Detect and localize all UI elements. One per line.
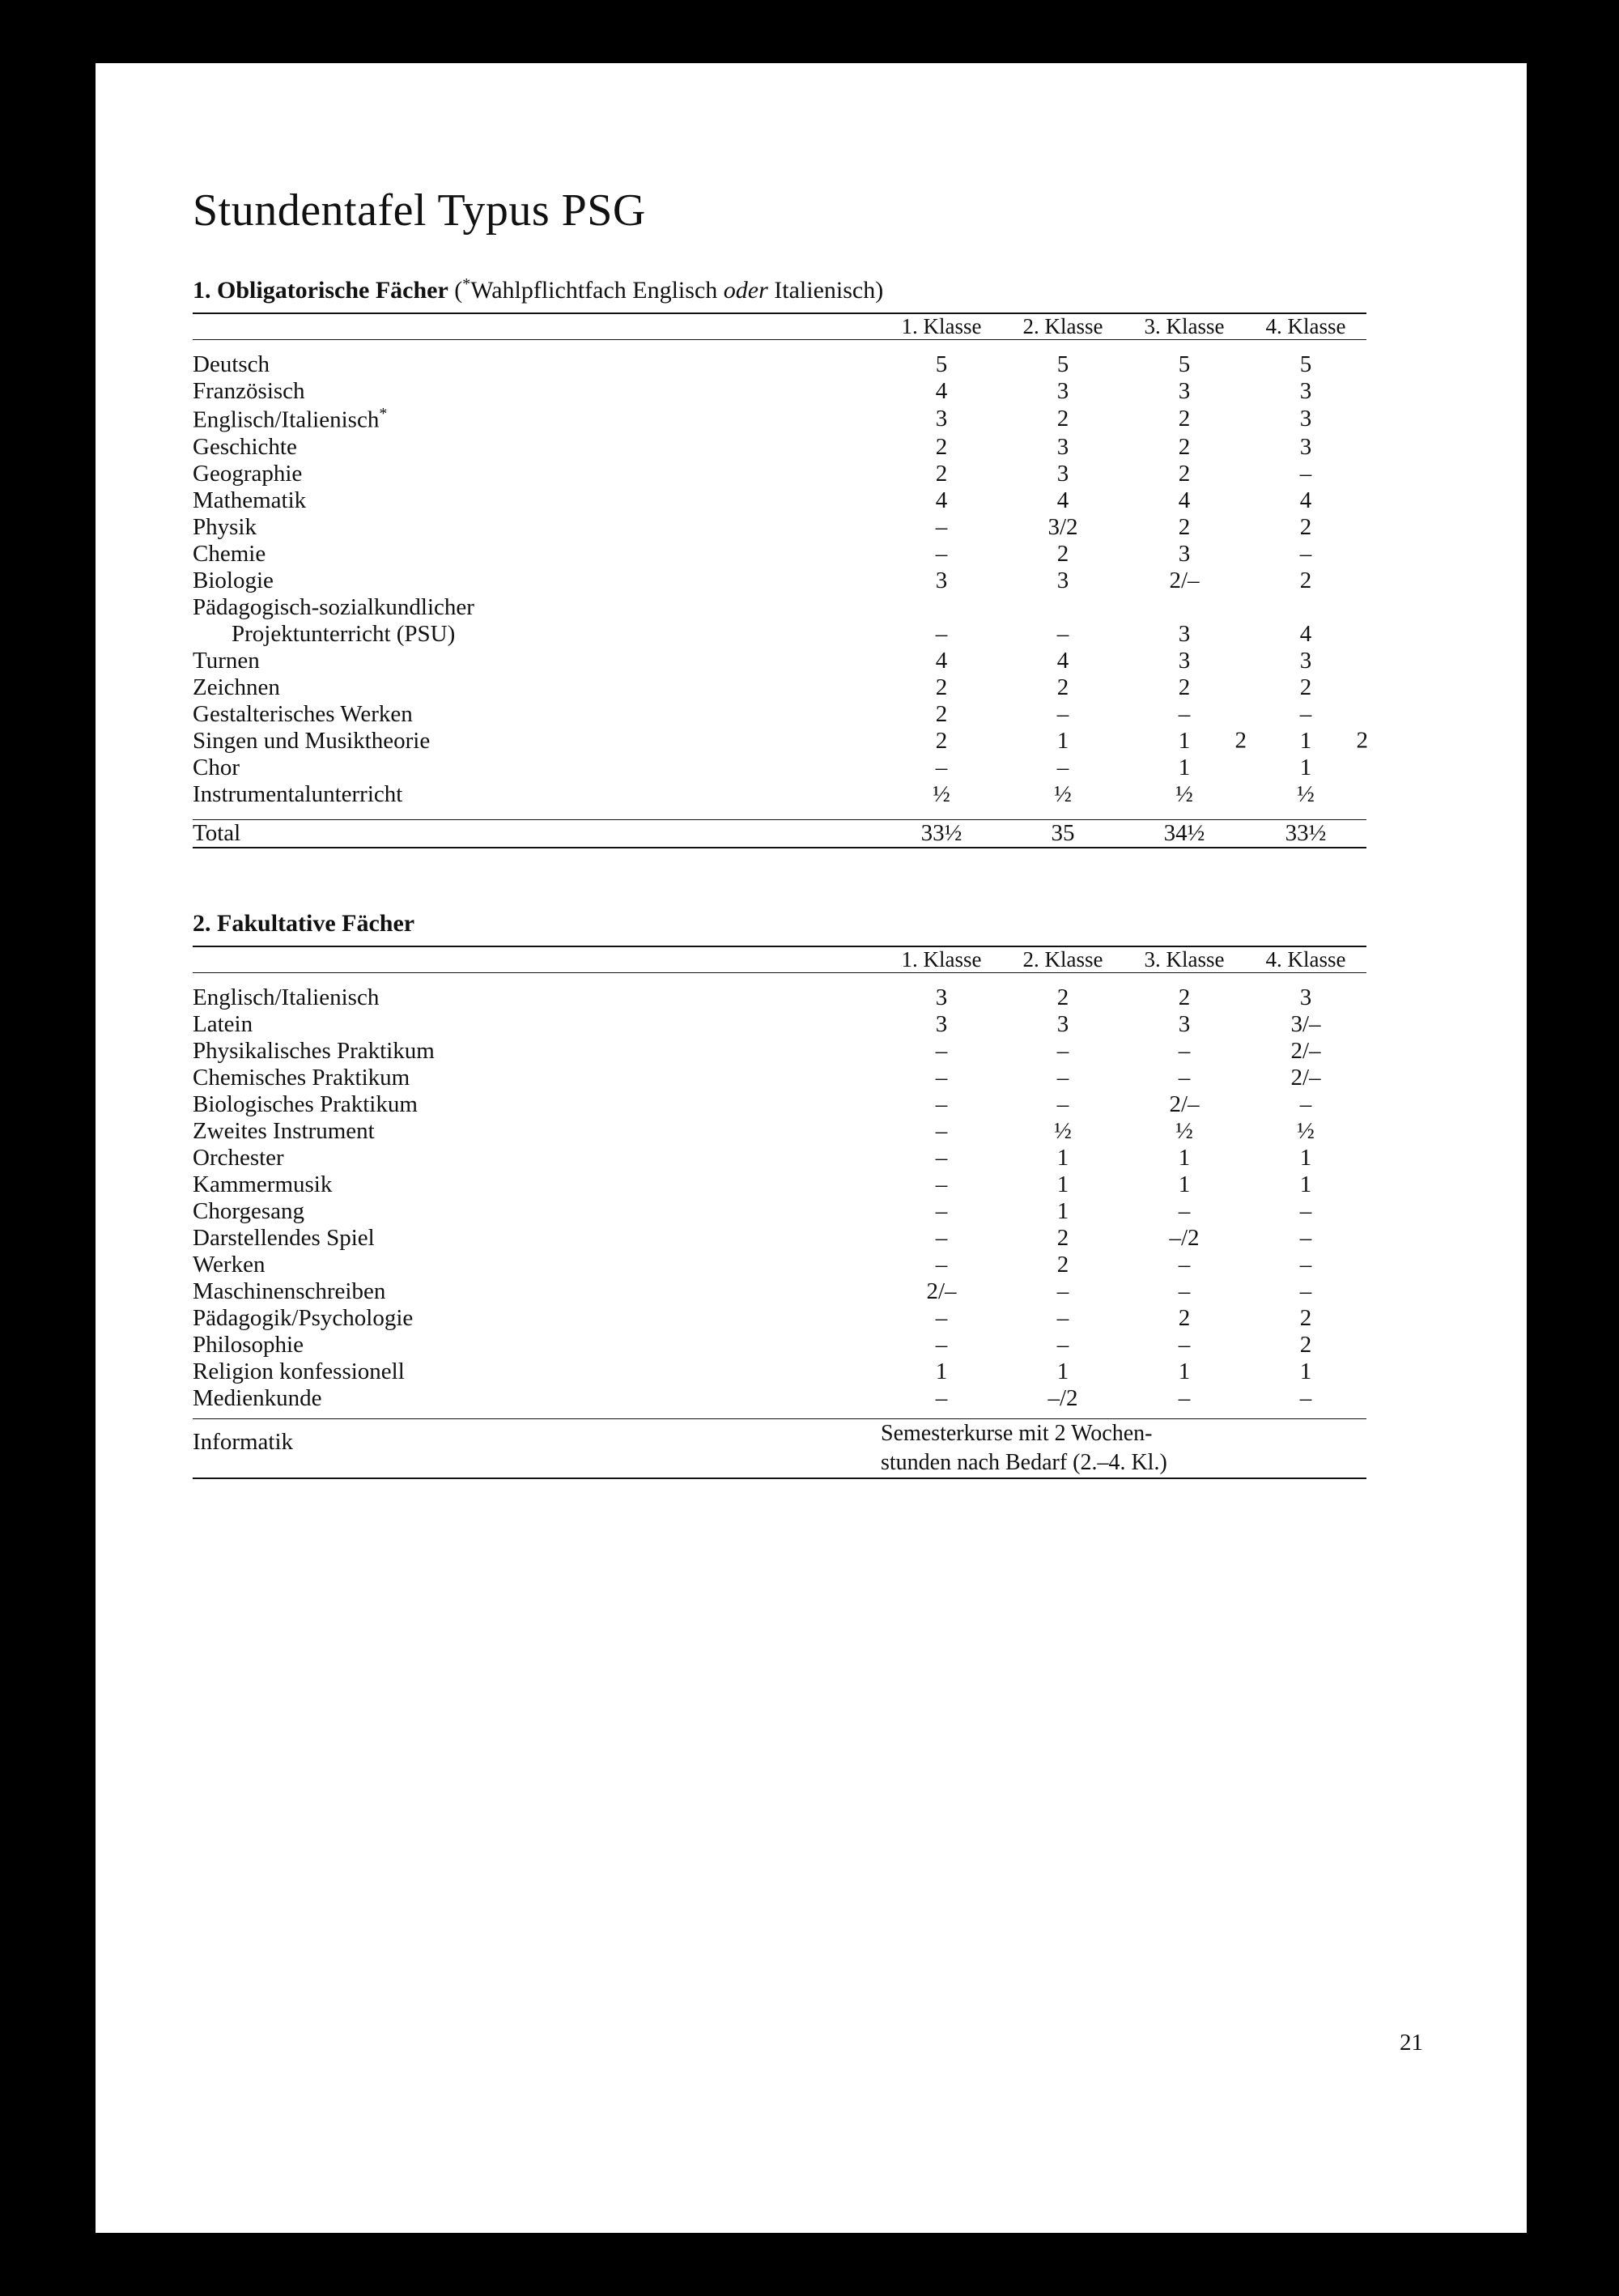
row-subject: Kammermusik: [193, 1171, 333, 1197]
row-value-k3: 2: [1178, 984, 1191, 1010]
table-row: [193, 514, 1366, 541]
brace-total-k4: 2: [1356, 727, 1368, 754]
row-value-k4: –: [1299, 1251, 1312, 1278]
row-value-k2: 1: [1056, 727, 1069, 754]
row-value-k1: 2: [935, 460, 948, 487]
row-subject: Geschichte: [193, 433, 297, 460]
row-value-k3: 3: [1178, 647, 1191, 674]
table-row: [193, 1171, 1366, 1198]
row-value-k2: –: [1056, 700, 1069, 727]
table-row: [193, 405, 1366, 434]
row-subject: Pädagogisch-sozialkundlicher: [193, 593, 474, 620]
row-subject: Turnen: [193, 647, 260, 674]
table-row: [193, 1038, 1366, 1065]
asterisk-icon: *: [462, 275, 471, 293]
row-value-k4: –: [1299, 1384, 1312, 1411]
row-value-k3: 3: [1178, 620, 1191, 647]
row-value-k3: 2: [1178, 1304, 1191, 1331]
section-1-heading: [193, 275, 1455, 304]
row-subject: Chemisches Praktikum: [193, 1064, 410, 1091]
table-row: [193, 568, 1366, 594]
row-value-k1: ½: [933, 780, 950, 807]
row-subject: Maschinenschreiben: [193, 1278, 386, 1304]
row-value-k3: 5: [1178, 351, 1191, 377]
row-value-k4: 3: [1299, 984, 1312, 1010]
row-value-k3: 1: [1178, 1358, 1191, 1384]
row-value-k4: 2/–: [1290, 1037, 1321, 1064]
table-row: [193, 541, 1366, 568]
section-1-number: 1.: [193, 277, 211, 304]
row-value-k3: 3: [1178, 540, 1191, 567]
row-value-k2: –: [1056, 620, 1069, 647]
table-spacer: [193, 973, 1366, 984]
table-spacer: [193, 1412, 1366, 1419]
column-header-subject: [193, 314, 881, 340]
column-header-klasse-4: 4. Klasse: [1265, 946, 1346, 972]
row-value-k2: 4: [1056, 487, 1069, 513]
row-value-k2: –/2: [1047, 1384, 1078, 1411]
row-subject: Deutsch: [193, 351, 270, 377]
table-total-row: [193, 820, 1366, 848]
row-value-k4: 3: [1299, 433, 1312, 460]
row-value-k4: 5: [1299, 351, 1312, 377]
total-value-k3: 34½: [1163, 819, 1205, 846]
row-value-k1: –: [935, 1037, 948, 1064]
table-row: [193, 1385, 1366, 1412]
total-value-k2: 35: [1051, 819, 1075, 846]
row-value-k1: 3: [935, 406, 948, 432]
table-row: [193, 351, 1366, 378]
row-value-k2: –: [1056, 1037, 1069, 1064]
row-value-k4: 3/–: [1290, 1010, 1321, 1037]
asterisk-icon: *: [379, 405, 388, 423]
row-subject: Biologie: [193, 567, 274, 593]
row-value-k2: ½: [1054, 780, 1072, 807]
section-1-note-italic: oder: [723, 277, 768, 304]
section-2-heading: [193, 910, 1455, 938]
section-1-title: Obligatorische Fächer: [217, 277, 448, 304]
table-row: [193, 674, 1366, 701]
row-value-k3: ½: [1175, 1117, 1193, 1144]
row-subject: Zweites Instrument: [193, 1117, 375, 1144]
column-header-klasse-1: 1. Klasse: [901, 314, 982, 338]
row-value-k1: 3: [935, 1010, 948, 1037]
row-value-k2: 5: [1056, 351, 1069, 377]
row-value-k2: 2: [1056, 540, 1069, 567]
row-value-k3: 2: [1178, 433, 1191, 460]
row-value-k3-text: 1: [1178, 727, 1191, 754]
row-value-k1: [881, 594, 1002, 621]
section-1-note-a: Wahlpflichtfach Englisch: [470, 277, 724, 304]
row-value-k1: 2: [935, 700, 948, 727]
row-subject: [193, 405, 881, 434]
row-value-k1: –: [935, 1331, 948, 1358]
table-footer-row: [193, 1419, 1366, 1479]
total-value-k4: 33½: [1285, 819, 1327, 846]
row-subject: Gestalterisches Werken: [193, 700, 413, 727]
row-value-k3: 2: [1178, 460, 1191, 487]
row-value-k2: 3: [1056, 460, 1069, 487]
row-value-k2: –: [1056, 1304, 1069, 1331]
row-value-k3: –: [1178, 1251, 1191, 1278]
column-header-subject: [193, 947, 881, 973]
row-value-k4: 1: [1299, 1358, 1312, 1384]
row-subject: Projektunterricht (PSU): [232, 620, 456, 647]
row-subject: Chemie: [193, 540, 266, 567]
row-value-k3: [1124, 594, 1245, 621]
row-subject: Physikalisches Praktikum: [193, 1037, 435, 1064]
row-value-k3: –/2: [1169, 1224, 1200, 1251]
row-value-k4: 4: [1299, 487, 1312, 513]
row-value-k1: –: [935, 1197, 948, 1224]
row-subject: Religion konfessionell: [193, 1358, 405, 1384]
elective-subjects-table: [193, 946, 1366, 1480]
row-subject: Pädagogik/Psychologie: [193, 1304, 414, 1331]
table-row: [193, 1358, 1366, 1385]
table-row: [193, 434, 1366, 461]
row-value-k2: 1: [1056, 1358, 1069, 1384]
row-value-k4: 2: [1299, 1331, 1312, 1358]
row-value-k4: ½: [1297, 1117, 1315, 1144]
row-value-k3: –: [1178, 700, 1191, 727]
row-value-k4: –: [1299, 1091, 1312, 1117]
row-subject: Medienkunde: [193, 1384, 322, 1411]
row-value-k1: –: [935, 1304, 948, 1331]
table-row: [193, 1332, 1366, 1358]
table-row: [193, 1118, 1366, 1145]
row-value-k1: –: [935, 620, 948, 647]
row-value-k3: 2: [1178, 513, 1191, 540]
table-row: [193, 1305, 1366, 1332]
row-value-k1: –: [935, 1144, 948, 1171]
row-subject: Französisch: [193, 378, 305, 404]
row-subject-text: Englisch/Italienisch: [193, 406, 380, 433]
total-label: Total: [193, 819, 241, 846]
row-value-k2: 2: [1056, 406, 1069, 432]
total-value-k1: 33½: [920, 819, 962, 846]
section-1-note-open: (: [454, 277, 463, 304]
row-value-k1: –: [935, 1251, 948, 1278]
column-header-klasse-3: 3. Klasse: [1144, 314, 1225, 338]
page-number: 21: [1400, 2030, 1423, 2056]
footer-label: Informatik: [193, 1428, 294, 1455]
section-2-number: 2.: [193, 909, 211, 937]
table-header-row: [193, 314, 1366, 340]
row-value-k1: 5: [935, 351, 948, 377]
row-subject: Biologisches Praktikum: [193, 1091, 418, 1117]
table-row: [193, 1091, 1366, 1118]
column-header-klasse-3: 3. Klasse: [1144, 946, 1225, 972]
footer-note-line-2: stunden nach Bedarf (2.–4. Kl.): [881, 1450, 1167, 1476]
column-header-klasse-4: 4. Klasse: [1265, 314, 1346, 338]
row-value-k1: 2/–: [926, 1278, 957, 1304]
table-header-row: [193, 947, 1366, 973]
row-subject: Mathematik: [193, 487, 307, 513]
row-value-k2: 3: [1056, 433, 1069, 460]
row-subject: Darstellendes Spiel: [193, 1224, 375, 1251]
row-subject: Chor: [193, 754, 240, 780]
row-value-k3: 2: [1178, 674, 1191, 700]
row-value-k3: 1: [1178, 754, 1191, 780]
footer-note: [881, 1419, 1366, 1479]
table-row: [193, 621, 1366, 648]
row-value-k1: –: [935, 540, 948, 567]
row-value-k4: 2: [1299, 513, 1312, 540]
row-value-k4: –: [1299, 1224, 1312, 1251]
row-value-k2: –: [1056, 1278, 1069, 1304]
section-1-note-b: Italienisch): [767, 277, 884, 304]
row-value-k1: –: [935, 1117, 948, 1144]
table-spacer: [193, 340, 1366, 351]
table-row: [193, 984, 1366, 1011]
footer-note-line-1: Semesterkurse mit 2 Wochen-: [881, 1420, 1153, 1446]
row-subject: Englisch/Italienisch: [193, 984, 380, 1010]
row-value-k1: –: [935, 1384, 948, 1411]
table-row: [193, 1011, 1366, 1038]
table-row: [193, 1198, 1366, 1225]
row-value-k1: –: [935, 1064, 948, 1091]
column-header-klasse-2: 2. Klasse: [1022, 314, 1103, 338]
row-value-k2: –: [1056, 1091, 1069, 1117]
row-value-k3: 3: [1178, 1010, 1191, 1037]
table-row: [193, 1225, 1366, 1252]
column-header-klasse-1: 1. Klasse: [901, 946, 982, 972]
row-subject: Zeichnen: [193, 674, 280, 700]
row-value-k1: 2: [935, 674, 948, 700]
row-value-k3: [1124, 728, 1245, 755]
row-value-k1: 2: [935, 433, 948, 460]
row-value-k2: 2: [1056, 984, 1069, 1010]
row-value-k4: 3: [1299, 406, 1312, 432]
row-value-k4: 1: [1299, 1144, 1312, 1171]
row-value-k4: 2: [1299, 674, 1312, 700]
column-header-klasse-2: 2. Klasse: [1022, 946, 1103, 972]
row-value-k4: ½: [1297, 780, 1315, 807]
row-value-k4: [1245, 594, 1366, 621]
table-row: [193, 461, 1366, 487]
row-subject: Chorgesang: [193, 1197, 305, 1224]
row-value-k1: –: [935, 1171, 948, 1197]
row-value-k2: 3: [1056, 567, 1069, 593]
row-value-k2: [1002, 594, 1124, 621]
row-value-k1: 1: [935, 1358, 948, 1384]
row-value-k4: [1245, 728, 1366, 755]
row-value-k4: 4: [1299, 620, 1312, 647]
table-row: [193, 1145, 1366, 1171]
row-value-k2: 3/2: [1047, 513, 1078, 540]
row-value-k2: 3: [1056, 1010, 1069, 1037]
row-value-k3: 1: [1178, 1144, 1191, 1171]
row-subject: Physik: [193, 513, 257, 540]
row-value-k4: –: [1299, 700, 1312, 727]
row-value-k1: 3: [935, 984, 948, 1010]
row-value-k3: 4: [1178, 487, 1191, 513]
row-value-k4: 3: [1299, 647, 1312, 674]
row-value-k1: –: [935, 754, 948, 780]
row-value-k4: 1: [1299, 1171, 1312, 1197]
row-value-k1: –: [935, 1091, 948, 1117]
row-subject: Singen und Musiktheorie: [193, 727, 431, 754]
row-value-k3: –: [1178, 1037, 1191, 1064]
table-row: [193, 487, 1366, 514]
row-value-k2: –: [1056, 1064, 1069, 1091]
row-value-k2: 1: [1056, 1197, 1069, 1224]
row-subject: Geographie: [193, 460, 303, 487]
row-value-k2: 3: [1056, 378, 1069, 404]
row-value-k3: –: [1178, 1331, 1191, 1358]
row-value-k4: 3: [1299, 378, 1312, 404]
table-row: [193, 378, 1366, 405]
row-value-k2: 2: [1056, 1224, 1069, 1251]
table-row: [193, 728, 1366, 755]
row-value-k1: 4: [935, 647, 948, 674]
page-content: [168, 185, 1455, 1479]
row-value-k4: –: [1299, 1278, 1312, 1304]
row-value-k4: –: [1299, 460, 1312, 487]
row-subject: Instrumentalunterricht: [193, 780, 403, 807]
row-subject: Werken: [193, 1251, 266, 1278]
row-value-k2: 2: [1056, 1251, 1069, 1278]
row-value-k1: 2: [935, 727, 948, 754]
row-value-k1: –: [935, 1224, 948, 1251]
row-value-k2: –: [1056, 1331, 1069, 1358]
table-spacer: [193, 808, 1366, 820]
row-value-k2: ½: [1054, 1117, 1072, 1144]
section-2-title: Fakultative Fächer: [217, 909, 415, 937]
table-row: [193, 648, 1366, 674]
row-value-k3: ½: [1175, 780, 1193, 807]
row-value-k4: 2/–: [1290, 1064, 1321, 1091]
row-value-k2: –: [1056, 754, 1069, 780]
table-row: [193, 781, 1366, 808]
row-value-k4: –: [1299, 540, 1312, 567]
row-value-k4: 2: [1299, 1304, 1312, 1331]
table-row: [193, 1278, 1366, 1305]
row-value-k4: –: [1299, 1197, 1312, 1224]
row-value-k3: 2/–: [1169, 567, 1200, 593]
row-value-k2: 1: [1056, 1171, 1069, 1197]
row-value-k1: 4: [935, 378, 948, 404]
row-value-k2: 2: [1056, 674, 1069, 700]
row-value-k1: 3: [935, 567, 948, 593]
table-row: [193, 701, 1366, 728]
table-rule-bottom: [193, 1478, 1366, 1479]
table-row: [193, 1065, 1366, 1091]
row-value-k3: –: [1178, 1384, 1191, 1411]
row-value-k3: 1: [1178, 1171, 1191, 1197]
row-subject: Philosophie: [193, 1331, 304, 1358]
table-row: [193, 1252, 1366, 1278]
document-page: [96, 63, 1527, 2233]
table-row: [193, 755, 1366, 781]
row-value-k3: –: [1178, 1064, 1191, 1091]
obligatory-subjects-table: [193, 313, 1366, 848]
row-value-k3: 2: [1178, 406, 1191, 432]
row-value-k1: –: [935, 513, 948, 540]
row-subject: Latein: [193, 1010, 253, 1037]
table-row: [193, 594, 1366, 621]
row-value-k2: 1: [1056, 1144, 1069, 1171]
row-value-k1: 4: [935, 487, 948, 513]
row-value-k3: –: [1178, 1197, 1191, 1224]
row-value-k3: –: [1178, 1278, 1191, 1304]
row-value-k4: 1: [1299, 754, 1312, 780]
row-value-k4: 2: [1299, 567, 1312, 593]
row-subject: Orchester: [193, 1144, 284, 1171]
row-value-k3: 2/–: [1169, 1091, 1200, 1117]
row-value-k4-text: 1: [1299, 727, 1312, 754]
page-title: Stundentafel Typus PSG: [193, 185, 646, 236]
brace-total-k3: 2: [1234, 727, 1247, 754]
row-value-k3: 3: [1178, 378, 1191, 404]
row-value-k2: 4: [1056, 647, 1069, 674]
